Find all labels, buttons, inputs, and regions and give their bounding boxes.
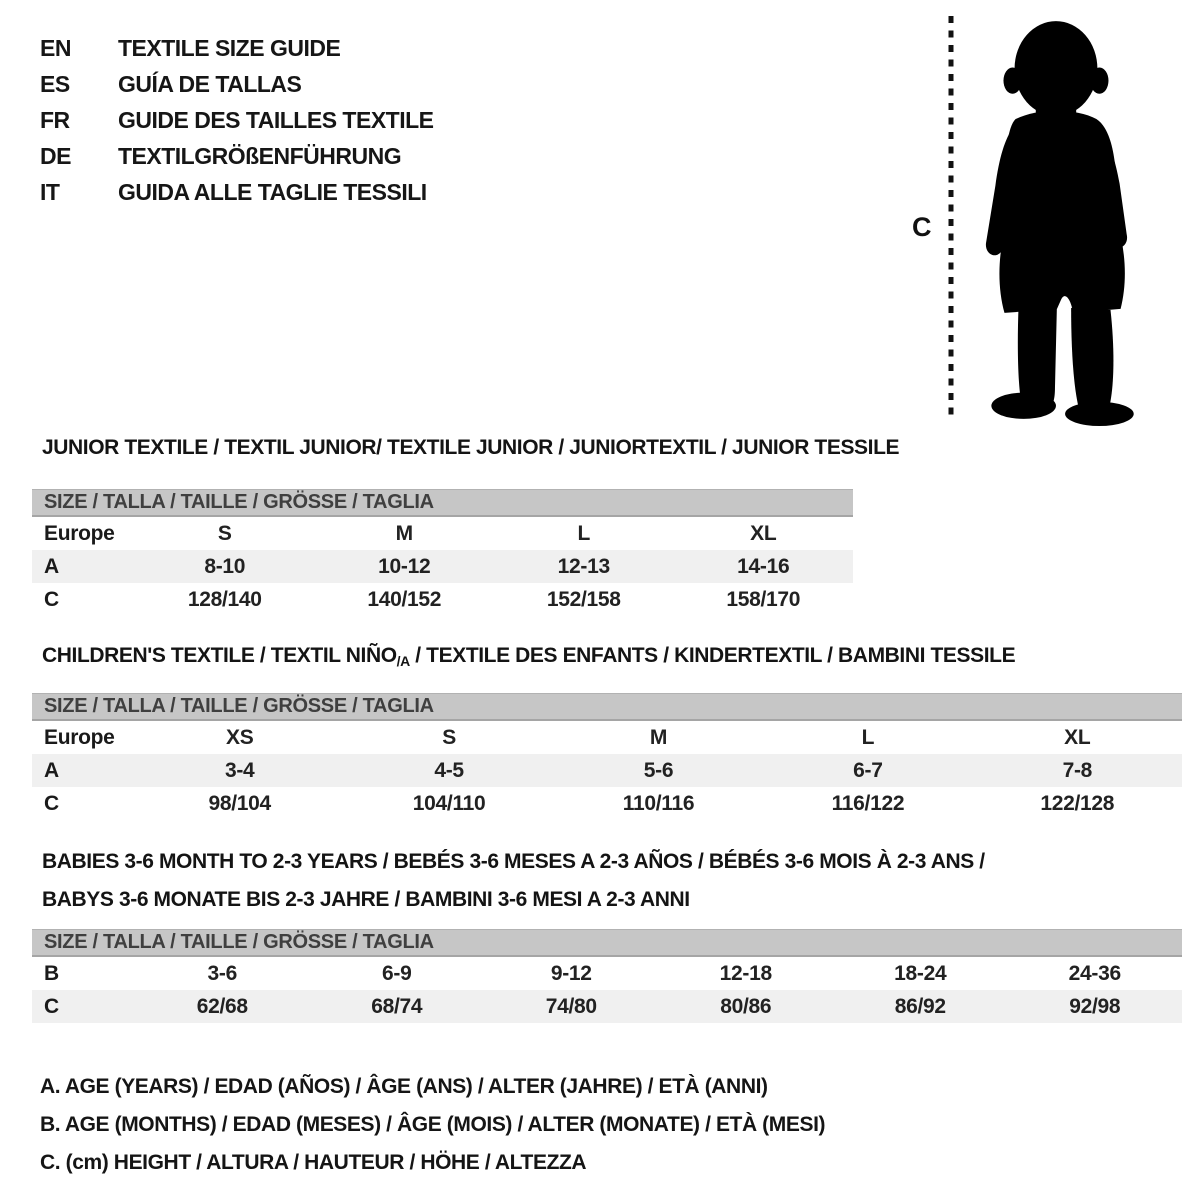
junior-section-title: JUNIOR TEXTILE / TEXTIL JUNIOR/ TEXTILE JUNIOR / JUNIORTEXTIL / JUNIOR TESSILE [42,436,900,459]
height-value-cell: 104/110 [412,791,486,815]
age-value-cell: 10-12 [378,554,431,578]
junior-textile-section [32,436,900,616]
height-measure-line [947,16,955,416]
size-header-label: SIZE / TALLA / TAILLE / GRÖSSE / TAGLIA [44,695,434,717]
table-row-europe [32,517,853,550]
size-value-cell: M [395,521,413,545]
height-value-cell: 86/92 [894,994,946,1018]
table-row-age-months [32,957,1182,990]
height-value-cell: 68/74 [371,994,423,1018]
age-value-cell: 8-10 [204,554,246,578]
language-row-fr [40,102,434,138]
height-value-cell: 158/170 [726,587,801,611]
table-row-age [32,754,1182,787]
size-value-cell: XL [1064,725,1091,749]
guide-title-it: GUIDA ALLE TAGLIE TESSILI [118,178,427,205]
measurement-figure [900,0,1200,440]
size-header-bar [32,489,853,517]
baby-silhouette-icon [966,12,1150,426]
language-title-list [40,30,434,210]
height-value-cell: 110/116 [622,791,695,815]
size-header-bar [32,929,1182,957]
measurement-legend [40,1068,825,1182]
height-value-cell: 128/140 [187,587,262,611]
size-value-cell: XS [225,725,254,749]
language-code: DE [40,142,71,169]
language-code: EN [40,34,71,61]
language-row-en [40,30,434,66]
age-value-cell: 3-4 [224,758,255,782]
height-value-cell: 92/98 [1069,994,1121,1018]
table-row-height [32,787,1182,820]
age-value-cell: 12-13 [557,554,610,578]
guide-title-es: GUÍA DE TALLAS [118,70,302,97]
row-label-cell: C [44,587,59,611]
babies-textile-section [32,843,1182,1023]
children-section-title [42,644,1182,669]
table-row-age [32,550,853,583]
guide-title-de: TEXTILGRÖßENFÜHRUNG [118,142,402,169]
age-value-cell: 14-16 [737,554,790,578]
language-row-de [40,138,434,174]
legend-line-b: B. AGE (MONTHS) / EDAD (MESES) / ÂGE (MOIS) / ALTER (MONATE) / ETÀ (MESI) [40,1113,826,1136]
size-value-cell: L [577,521,591,545]
babies-title-line2: BABYS 3-6 MONATE BIS 2-3 JAHRE / BAMBINI 3-6 MESI A 2-3 ANNI [42,888,690,911]
language-row-es [40,66,434,102]
height-value-cell: 140/152 [367,587,442,611]
height-value-cell: 98/104 [208,791,271,815]
children-size-table [32,693,1182,820]
size-value-cell: M [649,725,668,749]
table-row-height [32,990,1182,1023]
row-label-cell: B [44,961,59,985]
language-row-it [40,174,434,210]
children-textile-section [32,644,1182,820]
height-value-cell: 80/86 [720,994,772,1018]
size-header-bar [32,693,1182,721]
table-row-height [32,583,853,616]
row-label-cell: Europe [44,521,115,545]
age-value-cell: 9-12 [550,961,592,985]
size-value-cell: L [861,725,875,749]
table-row-europe [32,721,1182,754]
language-code: IT [40,178,60,205]
height-measure-label: C [912,212,932,242]
age-value-cell: 5-6 [643,758,674,782]
size-value-cell: XL [750,521,777,545]
age-value-cell: 7-8 [1062,758,1093,782]
children-title-post: / TEXTILE DES ENFANTS / KINDERTEXTIL / BAMBINI TESSILE [409,644,1016,667]
legend-line-a: A. AGE (YEARS) / EDAD (AÑOS) / ÂGE (ANS) / ALTER (JAHRE) / ETÀ (ANNI) [40,1075,768,1098]
height-value-cell: 116/122 [831,791,905,815]
size-header-label: SIZE / TALLA / TAILLE / GRÖSSE / TAGLIA [44,491,434,513]
babies-size-table [32,929,1182,1023]
babies-section-title [42,843,1182,919]
guide-title-en: TEXTILE SIZE GUIDE [118,34,341,61]
size-value-cell: S [217,521,232,545]
row-label-cell: A [44,554,59,578]
row-label-cell: C [44,994,59,1018]
children-title-pre: CHILDREN'S TEXTILE / TEXTIL NIÑO [42,644,397,667]
age-value-cell: 12-18 [719,961,772,985]
age-value-cell: 4-5 [434,758,464,782]
height-value-cell: 122/128 [1040,791,1115,815]
age-value-cell: 6-7 [853,758,883,782]
row-label-cell: Europe [44,725,115,749]
age-value-cell: 24-36 [1068,961,1121,985]
height-value-cell: 74/80 [545,994,597,1018]
size-header-label: SIZE / TALLA / TAILLE / GRÖSSE / TAGLIA [44,931,434,953]
language-code: FR [40,106,70,133]
guide-title-fr: GUIDE DES TAILLES TEXTILE [118,106,434,133]
height-value-cell: 62/68 [196,994,248,1018]
age-value-cell: 6-9 [382,961,412,985]
babies-title-line1: BABIES 3-6 MONTH TO 2-3 YEARS / BEBÉS 3-6 MESES A 2-3 AÑOS / BÉBÉS 3-6 MOIS À 2-3 ANS / [42,850,985,873]
children-title-sub: /A [396,653,410,669]
language-code: ES [40,70,70,97]
junior-size-table [32,489,853,616]
legend-line-c: C. (cm) HEIGHT / ALTURA / HAUTEUR / HÖHE / ALTEZZA [40,1151,587,1174]
age-value-cell: 3-6 [207,961,237,985]
height-value-cell: 152/158 [546,587,621,611]
row-label-cell: A [44,758,59,782]
row-label-cell: C [44,791,59,815]
size-value-cell: S [442,725,456,749]
age-value-cell: 18-24 [894,961,947,985]
